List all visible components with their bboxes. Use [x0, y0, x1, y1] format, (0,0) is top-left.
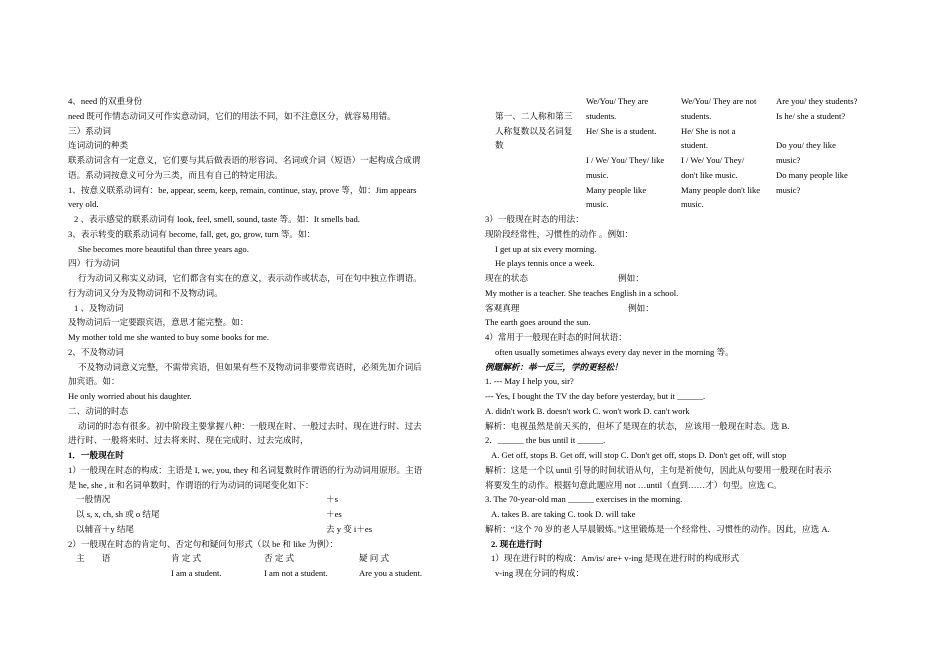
- paragraph-line: 是 he, she , it 和名词单数时，作谓语的行为动词的词尾变化如下：: [68, 479, 314, 490]
- paragraph-line: 行为动词又称实义动词，它们都含有实在的意义，表示动作或状态，可在句中独立作谓语。: [78, 273, 422, 283]
- cell-line: student.: [681, 140, 708, 151]
- paragraph-line: 2 、表示感觉的联系动词有 look, feel, smell, sound, taste 等。如：It smells bad.: [74, 214, 360, 224]
- exercise-explanation: 解析：“这个 70 岁的老人早晨锻炼。”这里锻炼是一个经常性、习惯性的动作。因此，应选 A.: [485, 523, 830, 534]
- paragraph-line: 连词动词的种类: [68, 140, 129, 151]
- section-heading: 三）系动词: [68, 125, 111, 136]
- table-row: [68, 566, 468, 581]
- cell-line: I / We/ You/ They/ like: [586, 155, 665, 165]
- cell-line: I / We/ You/ They/: [681, 155, 745, 165]
- subheading: 1 、及物动词: [74, 302, 124, 313]
- usage-example-label: 例如：: [618, 273, 644, 283]
- cell-line: students.: [681, 110, 712, 121]
- example-sentence: The earth goes around the sun.: [485, 317, 591, 328]
- paragraph-line: 及物动词后一定要跟宾语，意思才能完整。如：: [68, 317, 249, 328]
- paragraph-line: 不及物动词意义完整，不需带宾语，但如果有些不及物动词非要带宾语时，必须先加介词后: [78, 361, 422, 372]
- cell-line: We/You/ They are: [586, 96, 649, 106]
- header-affirmative: 肯 定 式: [171, 553, 202, 564]
- row-header-line: 第一、二人称和第三: [495, 110, 573, 121]
- paragraph-line: 语。系动词按意义可分为三类，而且有自己的特定用法。: [68, 169, 283, 180]
- paragraph-line: 行为动词又分为及物动词和不及物动词。: [68, 287, 223, 298]
- negative-column: [681, 94, 779, 212]
- cell-question: Are you a student.: [359, 568, 423, 578]
- cell-line: He/ She is a student.: [586, 125, 657, 136]
- row-header-line: 人称复数以及名词复: [495, 125, 573, 136]
- example-sentence: I get up at six every morning.: [495, 243, 597, 254]
- cell-line: [776, 124, 891, 139]
- paragraph-line: often usually sometimes always every day never in the morning 等。: [495, 346, 734, 357]
- subheading: 2、不及物动词: [68, 346, 124, 357]
- cell-line: students.: [586, 110, 617, 121]
- table-header-row: [68, 551, 468, 566]
- right-column: [485, 94, 895, 581]
- paragraph-line: very old.: [68, 199, 99, 210]
- header-question: 疑 问 式: [359, 553, 390, 564]
- paragraph-line: 进行时、一般将来时、过去将来时、现在完成时、过去完成时，: [68, 435, 309, 446]
- subheading: 3）一般现在时态的用法：: [485, 214, 584, 224]
- usage-label: 现在的状态: [485, 273, 528, 283]
- paragraph-line: 联系动词含有一定意义，它们要与其后做表语的形容词、名词或介词（短语）一起构成合成谓: [68, 155, 421, 165]
- cell-line: music.: [586, 169, 609, 180]
- paragraph-line: 1）一般现在时态的构成：主语是 I, we, you, they 和名词复数时作谓语的行为动词用原形。主语: [68, 464, 423, 475]
- example-sentence: She becomes more beautiful than three years ago.: [78, 243, 249, 254]
- exercise-explanation: 解析：电视虽然是前天买的，但坏了是现在的状态， 应该用一般现在时态。选 B.: [485, 420, 790, 431]
- cell-line: Do you/ they like: [776, 140, 836, 151]
- header-negative: 否 定 式: [264, 553, 295, 564]
- rule-condition: 以 s, x, ch, sh 或 o 结尾: [76, 509, 160, 519]
- exercise-question: --- Yes, I bought the TV the day before yesterday, but it ______.: [485, 391, 706, 401]
- rule-change: ＋s: [326, 494, 338, 505]
- usage-label: 客观真理: [485, 302, 520, 313]
- question-column: [776, 94, 891, 197]
- paragraph-line: need 既可作情态动词又可作实意动词，它们的用法不同，如不注意区分，就容易用错。: [68, 110, 396, 121]
- exercise-question: 3. The 70-year-old man ______ exercises in the morning.: [485, 494, 683, 505]
- example-sentence: He plays tennis once a week.: [495, 258, 595, 269]
- cell-line: music?: [776, 155, 801, 165]
- exercise-question: 1. --- May I help you, sir?: [485, 376, 574, 387]
- cell-affirmative: I am a student.: [171, 568, 222, 578]
- cell-line: Is he/ she a student?: [776, 110, 846, 121]
- cell-line: We/You/ They are not: [681, 96, 757, 106]
- paragraph-line: 动词的时态有很多。初中阶段主要掌握八种：一般现在时、一般过去时、现在进行时、过去: [78, 420, 422, 431]
- cell-line: music?: [776, 184, 801, 195]
- rule-condition: 一般情况: [76, 494, 111, 505]
- paragraph-line: 加宾语。如：: [68, 376, 120, 387]
- exercise-explanation: 解析：这是一个以 until 引导的时间状语从句，主句是祈使句，因此从句要用一般现在时表示: [485, 464, 832, 475]
- paragraph-line: 3、表示转变的联系动词有 become, fall, get, go, grow, turn 等。如：: [68, 228, 316, 239]
- cell-line: Many people like: [586, 184, 647, 195]
- cell-line: Many people don't like: [681, 184, 761, 195]
- cell-line: music.: [586, 199, 609, 210]
- paragraph-line: 1）现在进行时的构成：Am/is/ are+ v-ing 是现在进行时的构成形式: [491, 553, 740, 564]
- cell-line: Are you/ they students?: [776, 96, 858, 106]
- rule-change: 去 y 变 i＋es: [326, 523, 373, 534]
- exercise-explanation: 将要发生的动作。根据句意此题应用 not …until（直到……才）句型。应选 C。: [485, 479, 782, 490]
- usage-row: [485, 301, 895, 316]
- rule-change: ＋es: [326, 509, 342, 519]
- cell-line: [586, 138, 680, 153]
- row-header-plural-subjects: [495, 109, 591, 153]
- exercise-options: A. Get off, stops B. Get off, will stop C. Don't get off, stops D. Don't get off, will stop: [491, 450, 787, 460]
- section-heading: 二、动词的时态: [68, 405, 129, 416]
- paragraph-line: 1、按意义联系动词有：be, appear, seem, keep, remain, continue, stay, prove 等，如：Jim appears: [68, 184, 417, 195]
- section-heading: 四）行为动词: [68, 258, 120, 269]
- example-sentence: My mother is a teacher. She teaches English in a school.: [485, 287, 679, 298]
- usage-example-label: 例如：: [628, 302, 654, 313]
- paragraph-line: 现阶段经常性，习惯性的动作 。例如：: [485, 228, 634, 239]
- usage-row: [485, 271, 895, 286]
- section-heading: 2. 现在进行时: [491, 538, 543, 549]
- affirmative-column: [586, 94, 680, 212]
- tense-table-continued: [485, 94, 895, 212]
- exercise-options: A. takes B. are taking C. took D. will take: [491, 509, 636, 519]
- cell-line: music.: [681, 199, 704, 210]
- cell-line: don't like music.: [681, 169, 738, 180]
- cell-negative: I am not a student.: [264, 568, 328, 578]
- row-header-line: 数: [495, 140, 504, 151]
- exercise-question: 2．______ the bus until it ______.: [485, 435, 606, 446]
- rule-row: [68, 492, 468, 507]
- cell-line: Do many people like: [776, 169, 848, 180]
- cell-line: He/ She is not a: [681, 125, 736, 136]
- paragraph-line: 2）一般现在时态的肯定句、否定句和疑问句形式（以 be 和 like 为例）：: [68, 538, 339, 549]
- section-heading: 例题解析：举一反三，学的更轻松！: [485, 361, 623, 372]
- left-column: [68, 94, 468, 581]
- rule-row: [68, 522, 468, 537]
- subheading: 4）常用于一般现在时态的时间状语：: [485, 332, 627, 342]
- rule-condition: 以辅音＋y 结尾: [76, 523, 135, 534]
- rule-row: [68, 507, 468, 522]
- exercise-options: A. didn't work B. doesn't work C. won't work D. can't work: [485, 405, 690, 416]
- paragraph-line: v-ing 现在分词的构成：: [495, 568, 585, 578]
- header-subject: 主 语: [76, 553, 111, 564]
- section-heading: 4、need 的双重身份: [68, 96, 143, 106]
- section-heading: 1．一般现在时: [68, 450, 124, 460]
- example-sentence: He only worried about his daughter.: [68, 391, 192, 401]
- example-sentence: My mother told me she wanted to buy some books for me.: [68, 332, 269, 342]
